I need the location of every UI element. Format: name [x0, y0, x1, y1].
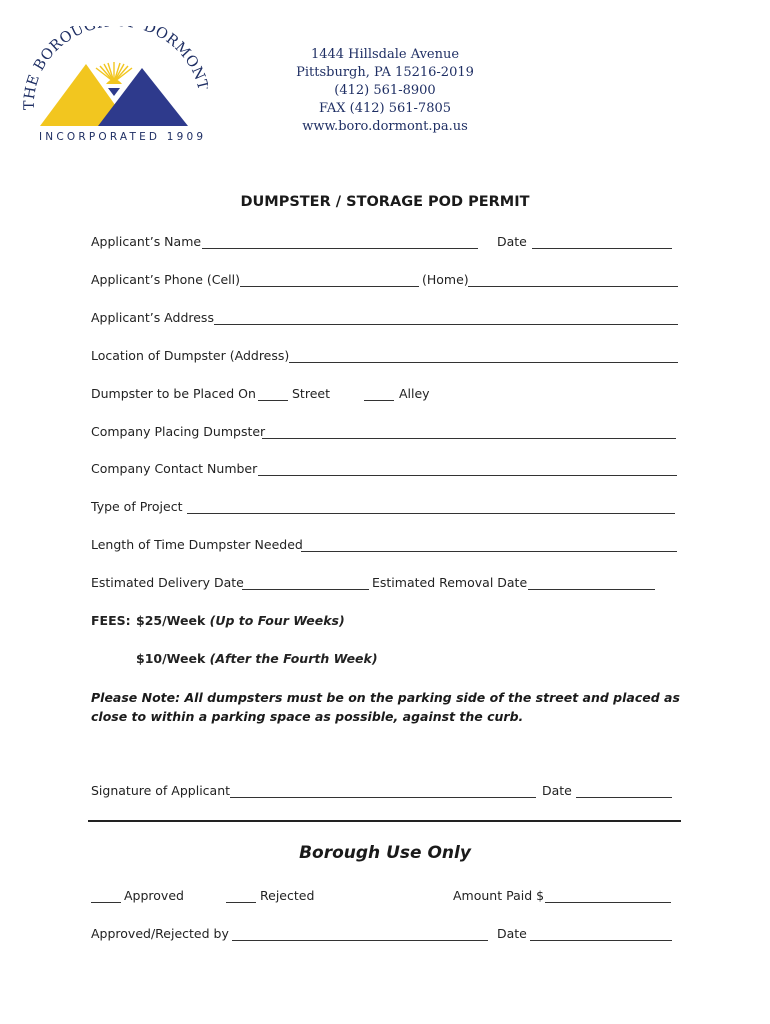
date-field[interactable]: [532, 248, 672, 249]
approved-by-label: Approved/Rejected by: [91, 926, 229, 941]
borough-date-label: Date: [497, 926, 527, 941]
fees-label: FEES:: [91, 613, 131, 628]
company-contact-label: Company Contact Number: [91, 461, 258, 476]
phone-home-field[interactable]: [468, 286, 678, 287]
removal-date-label: Estimated Removal Date: [372, 575, 528, 590]
signature-label: Signature of Applicant: [91, 783, 231, 798]
approved-label: Approved: [124, 888, 184, 903]
delivery-date-field[interactable]: [242, 589, 369, 590]
fee1-amount: $25/Week: [136, 613, 206, 628]
borough-logo: [18, 26, 208, 148]
fee1-note: (Up to Four Weeks): [209, 613, 345, 628]
logo-arc-text: THE BOROUG DORMON: [21, 26, 208, 111]
location-field[interactable]: [289, 362, 678, 363]
applicant-name-field[interactable]: [202, 248, 478, 249]
date-label: Date: [497, 234, 527, 249]
length-time-label: Length of Time Dumpster Needed: [91, 537, 303, 552]
delivery-date-label: Estimated Delivery Date: [91, 575, 244, 590]
placement-note: Please Note: All dumpsters must be on the parking side of the street and placed as close to within a parking space as possible, against the curb.: [91, 690, 680, 724]
address-phone: (412) 561-8900: [334, 83, 436, 98]
applicant-name-label: Applicant’s Name: [91, 234, 202, 249]
address-label: Applicant’s Address: [91, 310, 214, 325]
alley-checkbox-field[interactable]: [364, 400, 394, 401]
incorporated-text: INCORPORATED 1909: [39, 131, 207, 143]
address-block: [285, 46, 485, 136]
form-title: DUMPSTER / STORAGE POD PERMIT: [240, 194, 530, 210]
placed-on-label: Dumpster to be Placed On: [91, 386, 256, 401]
location-label: Location of Dumpster (Address): [91, 348, 290, 363]
street-label: Street: [292, 386, 330, 401]
signature-date-field[interactable]: [576, 797, 672, 798]
fee2-note: (After the Fourth Week): [209, 651, 378, 666]
company-contact-field[interactable]: [258, 475, 677, 476]
amount-paid-field[interactable]: [545, 902, 671, 903]
approved-checkbox-field[interactable]: [91, 902, 121, 903]
rejected-label: Rejected: [260, 888, 315, 903]
project-type-label: Type of Project: [91, 499, 183, 514]
amount-paid-label: Amount Paid $: [453, 888, 545, 903]
address-street: 1444 Hillsdale Avenue: [310, 47, 460, 62]
borough-logo-graphic: [18, 26, 208, 148]
company-placing-field[interactable]: [262, 438, 676, 439]
approved-by-field[interactable]: [232, 940, 488, 941]
street-checkbox-field[interactable]: [258, 400, 288, 401]
borough-use-title: Borough Use Only: [299, 843, 471, 863]
section-divider: [88, 820, 681, 822]
signature-field[interactable]: [230, 797, 536, 798]
fee2-amount: $10/Week: [136, 651, 206, 666]
alley-label: Alley: [399, 386, 430, 401]
length-time-field[interactable]: [301, 551, 677, 552]
rejected-checkbox-field[interactable]: [226, 902, 256, 903]
company-placing-label: Company Placing Dumpster: [91, 424, 266, 439]
address-city: Pittsburgh, PA 15216-2019: [296, 65, 474, 80]
project-type-field[interactable]: [187, 513, 675, 514]
phone-cell-field[interactable]: [240, 286, 419, 287]
address-field[interactable]: [214, 324, 678, 325]
address-web: www.boro.dormont.pa.us: [302, 119, 468, 134]
fee1-line: [136, 613, 345, 628]
borough-date-field[interactable]: [530, 940, 672, 941]
phone-cell-label: Applicant’s Phone (Cell): [91, 272, 240, 287]
removal-date-field[interactable]: [528, 589, 655, 590]
fee2-line: [136, 651, 378, 666]
phone-home-label: (Home): [422, 272, 469, 287]
signature-date-label: Date: [542, 783, 572, 798]
address-fax: FAX (412) 561-7805: [318, 101, 452, 116]
